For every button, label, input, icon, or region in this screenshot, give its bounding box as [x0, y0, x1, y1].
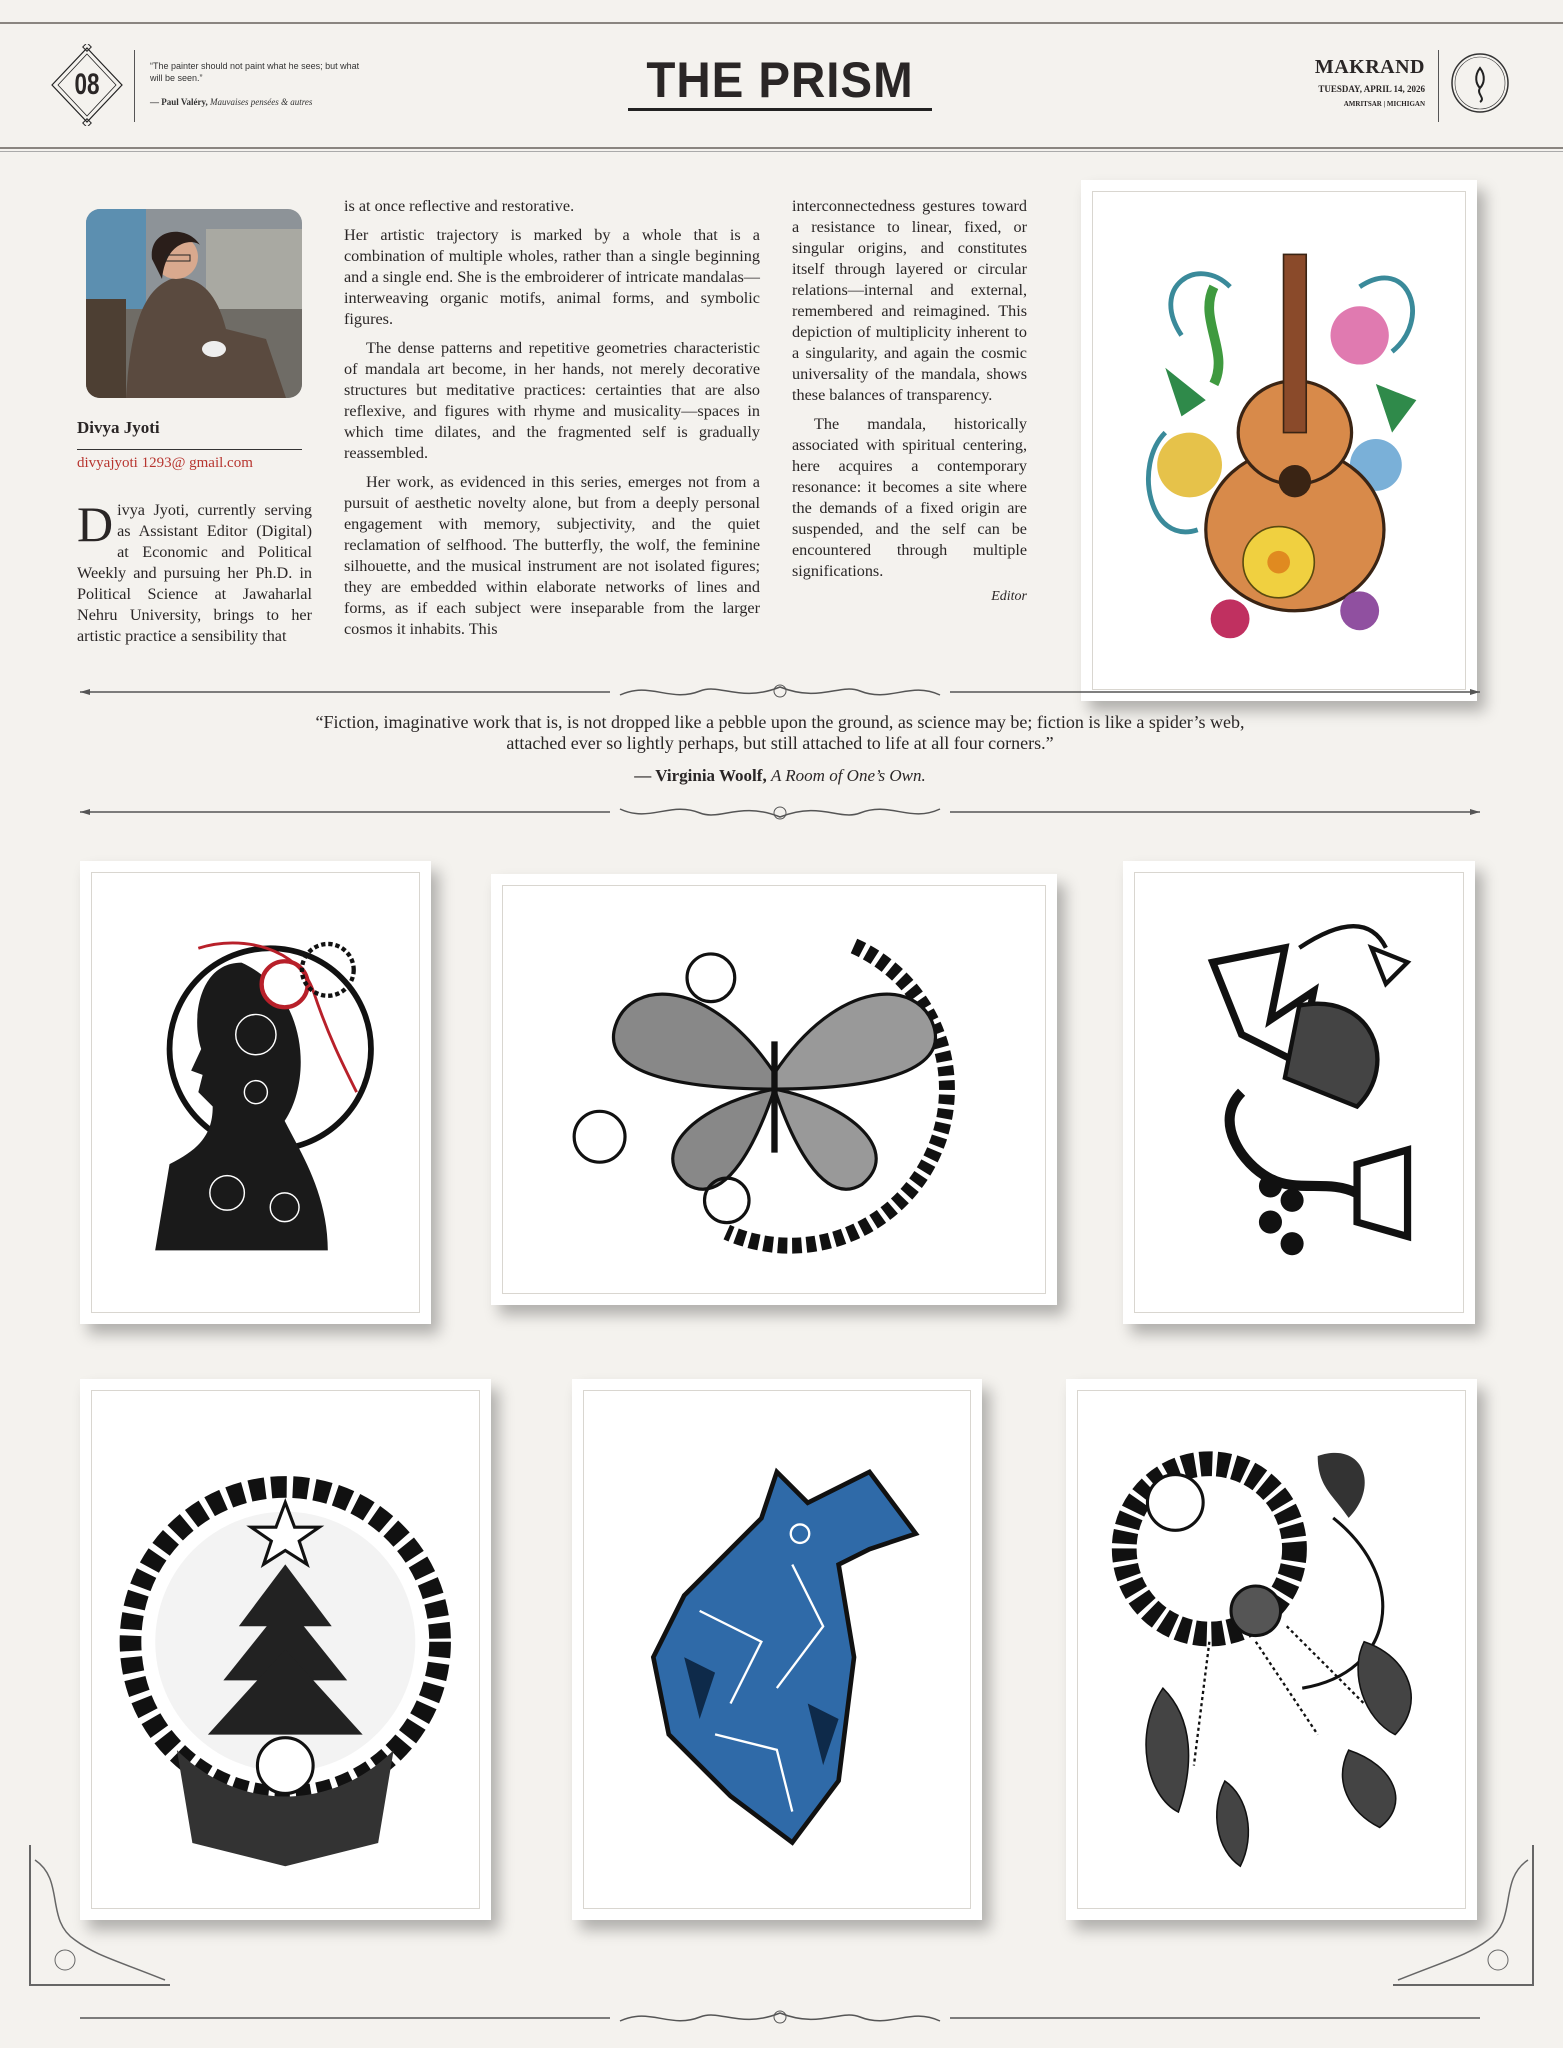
corner-ornament-icon	[1388, 1840, 1538, 1990]
artwork-feminine-silhouette[interactable]	[80, 861, 431, 1324]
pull-quote-source: A Room of One’s Own.	[770, 766, 926, 785]
artwork-dreamcatcher[interactable]	[1066, 1379, 1477, 1920]
article-column-3	[792, 196, 1027, 607]
butterfly-mandala-illustration	[536, 910, 1013, 1268]
pull-quote-author: — Virginia Woolf,	[634, 766, 767, 785]
artwork-christmas-tree-mandala[interactable]	[80, 1379, 491, 1920]
artwork-wolf[interactable]	[572, 1379, 982, 1920]
dreamcatcher-illustration	[1101, 1422, 1442, 1877]
pen-nib-logo-icon	[1450, 52, 1510, 114]
author-email-link[interactable]: divyajyoti 1293@ gmail.com	[77, 455, 253, 471]
header-quote-source: Mauvaises pensées & autres	[210, 97, 313, 107]
article-paragraph: The mandala, historically associated with spiritual centering, here acquires a contemporary resonance: it becomes a site where the demands of a fixed origin are suspended, and the self can be encountered through multiple significations.	[792, 415, 1027, 580]
guitar-mandala-illustration	[1115, 222, 1442, 659]
article-paragraph: Her work, as evidenced in this series, emerges not from a pursuit of aesthetic novelty alone, but from a deeply personal engagement with memory, subjectivity, and the quiet reclamation of selfhood. The butterfly, the wolf, the feminine silhouette, and the musical instrument are not isolated figures; they are embedded within elaborate networks of lines and forms, as if each subject were inseparable from the larger cosmos it inhabits. This	[344, 473, 760, 638]
article-paragraph: The dense patterns and repetitive geometries characteristic of mandala art become, in her hands, not merely decorative structures but meditative practices: certainties that are also reflexive, and figures with rhyme and musicality—spaces in which time dilates, and the fragmented self is gradually reassembled.	[344, 339, 760, 462]
ornamental-divider	[80, 681, 1480, 703]
article-paragraph: interconnectedness gestures toward a resistance to linear, fixed, or singular origins, and constitutes itself through layered or circular relations—internal and external, remembered and reimagined. This depiction of multiplicity inherent to a singularity, and again the cosmic universality of the mandala, shows these balances of transparency.	[792, 197, 1027, 404]
ornamental-divider	[80, 801, 1480, 823]
author-bio-text: ivya Jyoti, currently serving as Assistant Editor (Digital) at Economic and Political Weekly and pursuing her Ph.D. in Political Science at Jawaharlal Nehru University, brings to her artistic practice a sensibility that	[77, 501, 312, 645]
article-paragraph: Her artistic trajectory is marked by a whole that is a combination of multiple wholes, rather than a single beginning and a single end. She is the embroiderer of intricate mandalas—interweaving organic motifs, animal forms, and symbolic figures.	[344, 226, 760, 328]
bells-flowers-illustration	[1155, 899, 1444, 1285]
article-paragraph: is at once reflective and restorative.	[344, 197, 575, 215]
header-quote-attribution	[150, 96, 370, 108]
drop-cap: D	[77, 496, 114, 552]
header-bottom-rule	[0, 147, 1563, 149]
footer-ornamental-divider	[80, 2007, 1480, 2029]
header-divider	[134, 50, 135, 122]
article-column-2	[344, 196, 760, 648]
author-bio	[77, 496, 312, 647]
author-name-rule	[77, 449, 302, 450]
masthead	[1315, 56, 1425, 108]
author-photo	[86, 209, 302, 398]
location: AMRITSAR | MICHIGAN	[1343, 100, 1425, 108]
editor-signoff: Editor	[991, 589, 1027, 604]
page-title: THE PRISM	[628, 54, 932, 111]
pull-quote: “Fiction, imaginative work that is, is not dropped like a pebble upon the ground, as science may be; fiction is like a spider’s web, attached ever so lightly perhaps, but still attached to life at all four corners.”	[315, 712, 1245, 753]
silhouette-mandala-illustration	[112, 899, 400, 1285]
top-rule	[0, 22, 1563, 24]
pull-quote-attribution	[300, 766, 1260, 786]
header-bottom-rule-thin	[0, 151, 1563, 152]
header-quote-author: — Paul Valéry,	[150, 97, 208, 107]
page-number: 08	[74, 68, 100, 101]
author-name: Divya Jyoti	[77, 418, 160, 437]
header-quote-text: “The painter should not paint what he sees; but what will be seen.”	[150, 61, 360, 83]
masthead-name: MAKRAND	[1314, 56, 1425, 78]
wolf-mandala-illustration	[607, 1422, 947, 1877]
artwork-bells-flowers[interactable]	[1123, 861, 1475, 1324]
issue-date: TUESDAY, APRIL 14, 2026	[1318, 84, 1425, 94]
header-quote	[150, 60, 370, 108]
corner-ornament-icon	[25, 1840, 175, 1990]
artwork-guitar[interactable]	[1081, 180, 1477, 701]
masthead-divider	[1438, 50, 1439, 122]
tree-mandala-illustration	[115, 1422, 456, 1877]
artwork-butterfly[interactable]	[491, 874, 1057, 1305]
page-number-badge	[48, 44, 126, 126]
